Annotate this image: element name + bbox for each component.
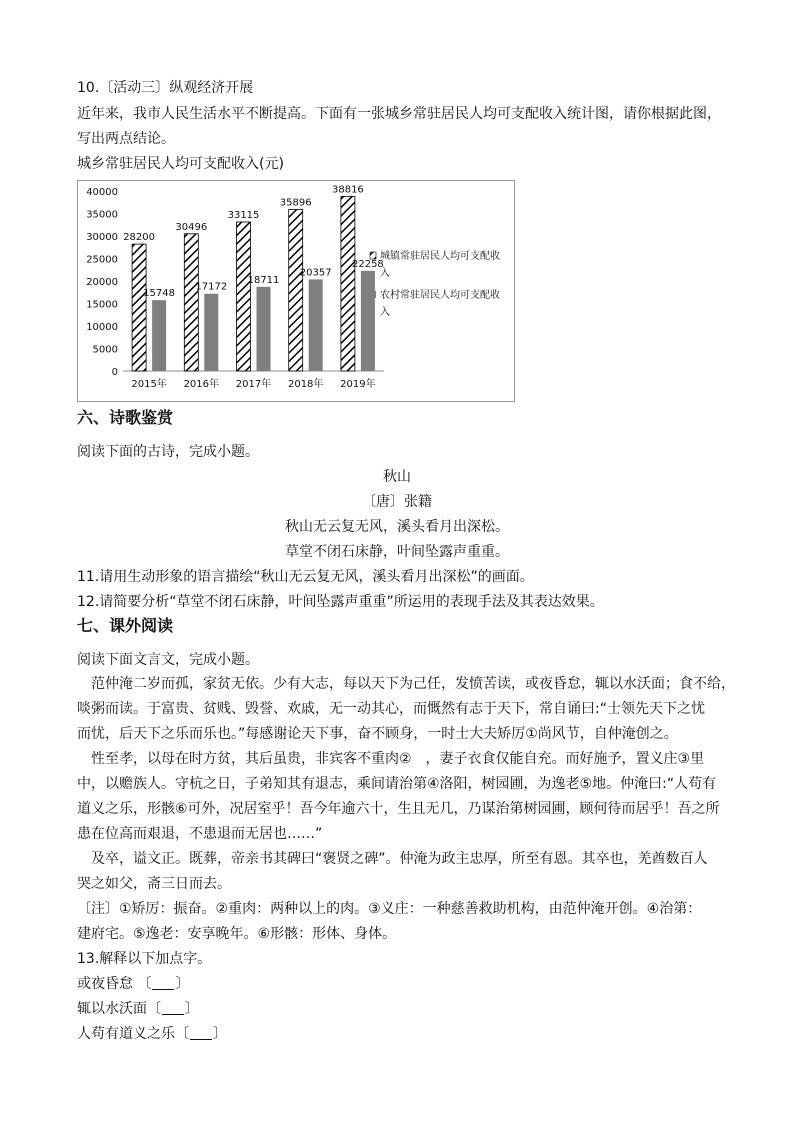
notes-line1: 〔注〕①矫厉：振奋。②重肉：两种以上的肉。③义庄：一种慈善救助机构，由范仲淹开创。④治第： [77,901,702,917]
bar-rural [309,279,323,371]
x-tick-label: 2018年 [287,379,324,390]
x-tick-label: 2016年 [183,379,220,390]
legend-swatch-urban [370,252,376,259]
answer-blank[interactable] [190,1025,212,1040]
x-tick-label: 2019年 [340,379,376,390]
y-tick-label: 5000 [92,344,118,356]
legend-swatch-rural [370,291,376,298]
data-label-rural: 22258 [351,258,384,270]
passage-p2-line1: 性至孝，以母在时方贫，其后虽贵，非宾客不重肉② ，妻子衣食仅能自充。而好施予，置义庄③里 [91,751,705,767]
poem-line-1: 秋山无云复无风，溪头看月出深松。 [285,519,509,535]
poem-line-2: 草堂不闭石床静，叶间坠露声重重。 [285,544,509,560]
close-bracket: 〕 [175,976,190,992]
data-label-rural: 15748 [143,288,176,300]
passage-p3-line2: 哭之如父，斋三日而去。 [77,876,231,892]
bar-urban [237,222,251,371]
passage-p1-line3: 而忧，后天下之乐而乐也。”每感谢论天下事，奋不顾身，一时士大夫矫厉①尚风节，自仲淹创之。 [77,726,678,742]
data-label-rural: 17172 [195,281,228,293]
q10-text-line1: 近年来，我市人民生活水平不断提高。下面有一张城乡常驻居民人均可支配收入统计图，请你根据此图， [77,106,721,122]
q13-item-a-text: 或夜昏怠 〔 [77,976,152,992]
bar-urban [289,209,303,371]
y-tick-label: 35000 [86,209,118,221]
q13-item-b-text: 辄以水沃面〔 [77,1001,161,1017]
income-bar-chart [77,180,515,402]
y-tick-label: 15000 [86,299,118,311]
legend-label-urban: 入 [380,268,390,279]
question-13: 13.解释以下加点字。 [77,951,212,967]
x-tick-label: 2017年 [235,379,272,390]
poem-title: 秋山 [383,469,411,485]
bar-rural [152,300,166,371]
answer-blank[interactable] [162,1000,184,1015]
section7-intro: 阅读下面文言文，完成小题。 [77,652,259,668]
data-label-urban: 35896 [279,197,312,209]
q13-item-c-text: 人苟有道义之乐〔 [77,1026,189,1042]
q13-item-c [77,1024,227,1044]
section7-title: 七、课外阅读 [77,616,174,635]
data-label-rural: 20357 [299,267,332,279]
bar-rural [361,271,375,371]
bar-urban [341,196,355,371]
data-label-urban: 28200 [123,232,156,244]
bar-rural [204,294,218,371]
passage-p2-line4: 患在位高而艰退，不患退而无居也……” [77,826,323,842]
y-tick-label: 25000 [86,254,118,266]
q13-item-b [77,999,199,1019]
poem-author: 〔唐〕张籍 [362,494,432,510]
bar-urban [184,234,198,371]
data-label-urban: 33115 [227,209,260,221]
q13-item-a [77,974,189,994]
legend-label-rural: 农村常驻居民人均可支配收 [380,290,500,301]
data-label-rural: 18711 [247,274,280,286]
section6-intro: 阅读下面的古诗，完成小题。 [77,444,259,460]
legend-label-rural: 入 [380,307,390,318]
passage-p1-line2: 啖粥而读。于富贵、贫贱、毁誉、欢戚，无一动其心，而慨然有志于天下，常自诵曰:“士领先天下之忧 [77,701,705,717]
legend-label-urban: 城镇常驻居民人均可支配收 [380,251,500,262]
x-tick-label: 2015年 [131,379,167,390]
chart-svg [78,181,514,401]
question-11: 11.请用生动形象的语言描绘“秋山无云复无风，溪头看月出深松”的画面。 [77,569,534,585]
y-tick-label: 40000 [86,187,118,198]
answer-blank[interactable] [152,975,174,990]
chart-caption: 城乡常驻居民人均可支配收入(元) [77,156,284,172]
notes-line2: 建府宅。⑤逸老：安享晚年。⑥形骸：形体、身体。 [77,926,397,942]
passage-p2-line3: 道义之乐，形骸⑥可外，况居室乎！吾今年逾六十，生且无几，乃谋治第树园圃，顾何待而居乎！吾之所 [77,801,720,817]
y-tick-label: 10000 [86,322,118,333]
section6-title: 六、诗歌鉴赏 [77,408,174,427]
bar-urban [132,244,146,371]
y-tick-label: 30000 [86,232,118,243]
data-label-urban: 38816 [331,184,364,196]
passage-p3-line1: 及卒，谥文正。既葬，帝亲书其碑曰“褒贤之碑”。仲淹为政主忠厚，所至有恩。其卒也，羌酋数百人 [91,851,708,867]
close-bracket: 〕 [185,1001,199,1017]
passage-p2-line2: 中，以赡族人。守杭之日，子弟知其有退志，乘间请治第④洛阳，树园圃，为逸老⑤地。仲淹曰:“人苟有 [77,776,717,792]
q10-title: 10.〔活动三〕纵观经济开展 [77,80,254,96]
data-label-urban: 30496 [175,221,208,233]
passage-p1-line1: 范仲淹二岁而孤，家贫无依。少有大志，每以天下为己任，发愤苦读，或夜昏怠，辄以水沃面；食不给， [91,676,735,692]
close-bracket: 〕 [213,1026,227,1042]
y-tick-label: 20000 [86,277,118,288]
bar-rural [257,287,271,371]
question-12: 12.请简要分析“草堂不闭石床静，叶间坠露声重重”所运用的表现手法及其表达效果。 [77,594,604,610]
y-tick-label: 0 [111,367,118,378]
q10-text-line2: 写出两点结论。 [77,131,175,147]
